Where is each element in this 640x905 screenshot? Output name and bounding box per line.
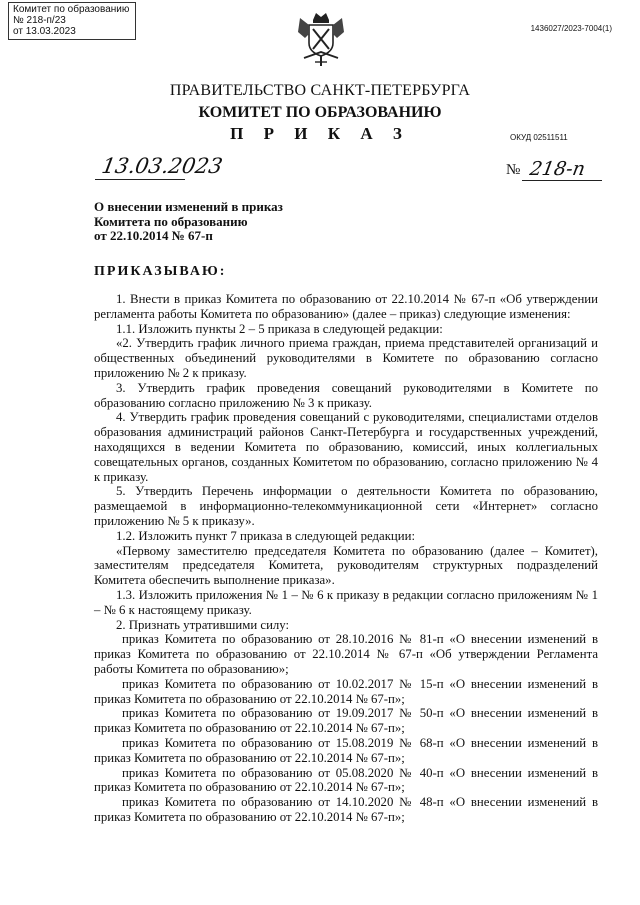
stamp-line-3: от 13.03.2023 (13, 26, 76, 37)
paragraph-1-1: 1.1. Изложить пункты 2 – 5 приказа в следующей редакции: (116, 321, 443, 336)
repealed-order-5: приказ Комитета по образованию от 05.08.2020 № 40-п «О внесении изменений в приказ Комитета по образованию от 22.10.2014 № 67-п»; (94, 765, 598, 795)
paragraph-1-2: 1.2. Изложить пункт 7 приказа в следующей редакции: (116, 528, 416, 543)
paragraph-item-4: 4. Утвердить график проведения совещаний с руководителями, специалистами отделов образования администраций районов Санкт-Петербурга и государственных учреждений, находящихся в ведении Комитета по образованию, комиссий, иных коллегиальных совещательных органов, созданных Комитетом по образованию, согласно приложению № 4 к приказу. (94, 410, 598, 484)
decree-heading: ПРИКАЗЫВАЮ: (94, 264, 227, 279)
repealed-order-1: приказ Комитета по образованию от 28.10.2016 № 81-п «О внесении изменений в приказ Комитета по образованию от 22.10.2014 № 67-п «Об утверждении Регламента работы Комитета по образованию»; (94, 632, 598, 676)
date-underline (95, 179, 185, 180)
okud-code: ОКУД 02511511 (510, 133, 568, 142)
stamp-line-2: № 218-п/23 (13, 15, 66, 26)
document-number: 1436027/2023-7004(1) (530, 24, 612, 33)
paragraph-item-3: 3. Утвердить график проведения совещаний руководителями в Комитете по образованию согласно приложению № 3 к приказу. (94, 380, 598, 410)
paragraph-item-7: «Первому заместителю председателя Комитета по образованию (далее – Комитет), заместителям председателя Комитета, руководителям структурных подразделений Комитета обеспечить выполнение приказа». (94, 543, 598, 588)
coat-of-arms-icon (296, 10, 346, 68)
registration-stamp (8, 2, 136, 40)
number-underline (522, 180, 602, 181)
stamp-line-1: Комитет по образованию (13, 4, 130, 15)
committee-name: КОМИТЕТ ПО ОБРАЗОВАНИЮ (198, 104, 442, 121)
order-title: П Р И К А З (230, 124, 410, 143)
paragraph-1-3: 1.3. Изложить приложения № 1 – № 6 к приказу в редакции согласно приложениям № 1 – № 6 к настоящему приказу. (94, 587, 598, 617)
paragraph-item-2: «2. Утвердить график личного приема граждан, приема представителей организаций и общественных объединений руководителями в Комитете по образованию согласно приложению № 2 к приказу. (94, 336, 598, 380)
repealed-order-3: приказ Комитета по образованию от 19.09.2017 № 50-п «О внесении изменений в приказ Комитета по образованию от 22.10.2014 № 67-п»; (94, 706, 598, 736)
government-name: ПРАВИТЕЛЬСТВО САНКТ-ПЕТЕРБУРГА (169, 82, 471, 99)
order-body (94, 292, 598, 825)
repealed-order-2: приказ Комитета по образованию от 10.02.2017 № 15-п «О внесении изменений в приказ Комитета по образованию от 22.10.2014 № 67-п»; (94, 676, 598, 706)
paragraph-item-5: 5. Утвердить Перечень информации о деятельности Комитета по образованию, размещаемой в информационно-телекоммуникационной сети «Интернет» согласно приложению № 5 к приказу». (94, 484, 598, 528)
handwritten-number: 218-п (528, 158, 587, 180)
order-subject (94, 200, 283, 244)
handwritten-date: 13.03.2023 (99, 154, 225, 178)
repealed-order-6: приказ Комитета по образованию от 14.10.2020 № 48-п «О внесении изменений в приказ Комитета по образованию от 22.10.2014 № 67-п»; (94, 795, 598, 824)
paragraph-1: 1. Внести в приказ Комитета по образованию от 22.10.2014 № 67-п «Об утверждении регламента работы Комитета по образованию» (далее – приказ) следующие изменения: (94, 292, 598, 321)
subject-line-1: О внесении изменений в приказ (94, 199, 283, 214)
repealed-order-4: приказ Комитета по образованию от 15.08.2019 № 68-п «О внесении изменений в приказ Комитета по образованию от 22.10.2014 № 67-п»; (94, 735, 598, 765)
paragraph-2: 2. Признать утратившими силу: (116, 617, 290, 632)
subject-line-3: от 22.10.2014 № 67-п (94, 228, 213, 243)
number-label: № (506, 162, 521, 178)
subject-line-2: Комитета по образованию (94, 213, 248, 229)
